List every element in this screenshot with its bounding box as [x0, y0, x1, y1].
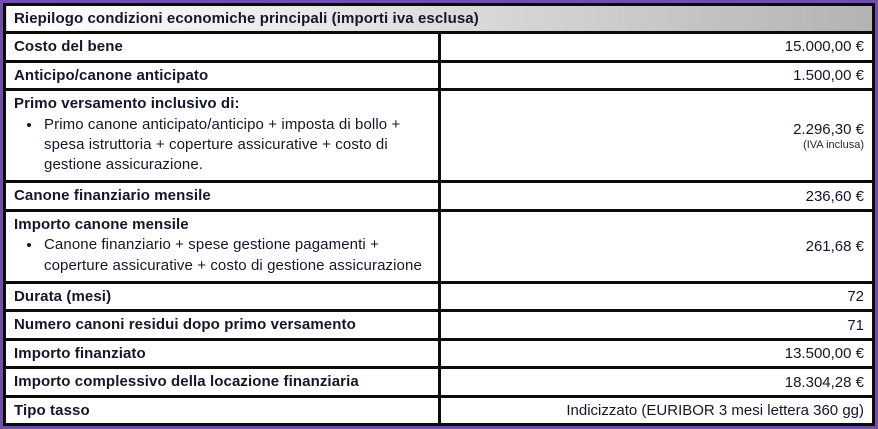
row-value-note: (IVA inclusa) [803, 138, 864, 151]
row-bullet-item: • Canone finanziario + spese gestione pagamenti + coperture assicurative + costo di gestione assicurazione [42, 235, 430, 276]
table-row [5, 396, 874, 425]
row-value-cell [439, 396, 874, 425]
row-value-cell [439, 311, 874, 340]
row-value: 261,68 € [805, 237, 864, 255]
row-label: Tipo tasso [14, 401, 90, 419]
table-header-row [5, 5, 874, 33]
row-label: Importo complessivo della locazione finanziaria [14, 373, 359, 391]
table-row [5, 210, 874, 282]
row-value: 13.500,00 € [784, 345, 864, 362]
row-label-cell [5, 311, 440, 340]
row-label: Primo versamento inclusivo di: [14, 95, 240, 112]
row-label-cell [5, 282, 440, 311]
row-label: Anticipo/canone anticipato [14, 66, 209, 84]
row-label-cell [5, 90, 440, 182]
row-bullet-item: • Primo canone anticipato/anticipo + imposta di bollo + spesa istruttoria + coperture assicurative + costo di gestione assicurazione. [42, 115, 430, 176]
row-label: Canone finanziario mensile [14, 187, 211, 205]
table-body [5, 33, 874, 425]
row-bullet-list [14, 235, 430, 276]
row-label-cell [5, 33, 440, 62]
row-label: Importo finanziato [14, 344, 146, 362]
row-label-cell [5, 339, 440, 368]
row-value: 18.304,28 € [784, 373, 864, 391]
table-row [5, 61, 874, 90]
row-value: 15.000,00 € [784, 38, 864, 56]
row-value: 71 [847, 316, 864, 334]
row-label: Numero canoni residui dopo primo versamento [14, 316, 356, 334]
row-value-cell [439, 282, 874, 311]
table-row [5, 311, 874, 340]
row-value: 236,60 € [805, 187, 864, 205]
table-row [5, 33, 874, 62]
table-row [5, 339, 874, 368]
row-label-cell [5, 396, 440, 425]
row-value: 72 [847, 288, 864, 305]
table-row [5, 182, 874, 211]
row-value-cell [439, 210, 874, 282]
row-value-cell [439, 339, 874, 368]
row-value-cell [439, 61, 874, 90]
row-value-cell [439, 368, 874, 397]
row-label: Importo canone mensile [14, 215, 189, 233]
row-label-cell [5, 368, 440, 397]
table-row [5, 90, 874, 182]
row-value-cell [439, 182, 874, 211]
row-label-cell [5, 210, 440, 282]
row-value-cell [439, 90, 874, 182]
row-label: Durata (mesi) [14, 287, 112, 305]
row-label-cell [5, 182, 440, 211]
row-value-cell [439, 33, 874, 62]
row-value: 2.296,30 € [793, 120, 864, 138]
row-value: Indicizzato (EURIBOR 3 mesi lettera 360 gg) [566, 402, 864, 419]
row-bullet-list [14, 115, 430, 176]
row-value: 1.500,00 € [793, 66, 864, 84]
row-label: Costo del bene [14, 38, 123, 55]
economic-conditions-table [3, 3, 875, 426]
row-label-cell [5, 61, 440, 90]
table-row [5, 368, 874, 397]
table-title: Riepilogo condizioni economiche principali (importi iva esclusa) [5, 5, 874, 33]
table-row [5, 282, 874, 311]
